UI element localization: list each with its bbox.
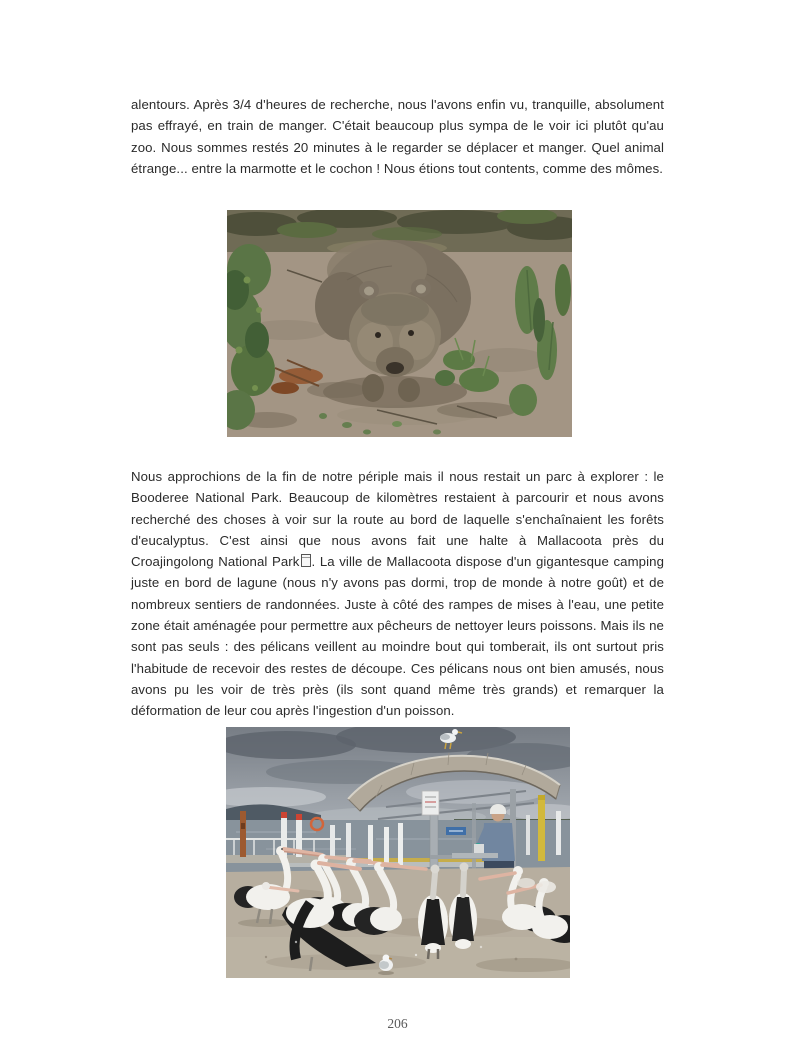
pelicans-photo [226,727,570,978]
paragraph-2-text-before: Nous approchions de la fin de notre périple mais il nous restait un parc à explorer : le Booderee National Park. Beaucoup de kilomètres restaient à parcourir et nous avons recherché des choses à voir sur la route au bord de laquelle s'enchaînaient les forêts d'eucalyptus. C'est ainsi que nous avons fait une halte à Mallacoota près du Croajingolong National Park [131,469,664,570]
wombat-photo-illustration [227,210,572,437]
missing-glyph-box [301,554,311,567]
page-number: 206 [387,1016,408,1031]
paragraph-1: alentours. Après 3/4 d'heures de recherche, nous l'avons enfin vu, tranquille, absolument pas effrayé, en train de manger. C'était beaucoup plus sympa de le voir ici plutôt qu'au zoo. Nous sommes restés 20 minutes à le regarder se déplacer et manger. Quel animal étrange... entre la marmotte et le cochon ! Nous étions tout contents, comme des mômes. [131,97,664,176]
paragraph-2-text-after: . La ville de Mallacoota dispose d'un gigantesque camping juste en bord de lagune (nous n'y avons pas dormi, trop de monde à notre goût) et de nombreux sentiers de randonnées. Juste à côté des rampes de mises à l'eau, une petite zone était aménagée pour permettre aux pêcheurs de nettoyer leurs poissons. Mais ils ne sont pas seuls : des pélicans veillent au moindre bout qui tomberait, ils ont surtout pris l'habitude de recevoir des restes de découpe. Ces pélicans nous ont bien amusés, nous avons pu les voir de très près (ils sont quand même très grands) et remarquer la déformation de leur cou après l'ingestion d'un poisson. [131,554,665,719]
pelicans-photo-illustration [226,727,570,978]
paragraph-2 [131,466,664,722]
wombat-photo [227,210,572,437]
